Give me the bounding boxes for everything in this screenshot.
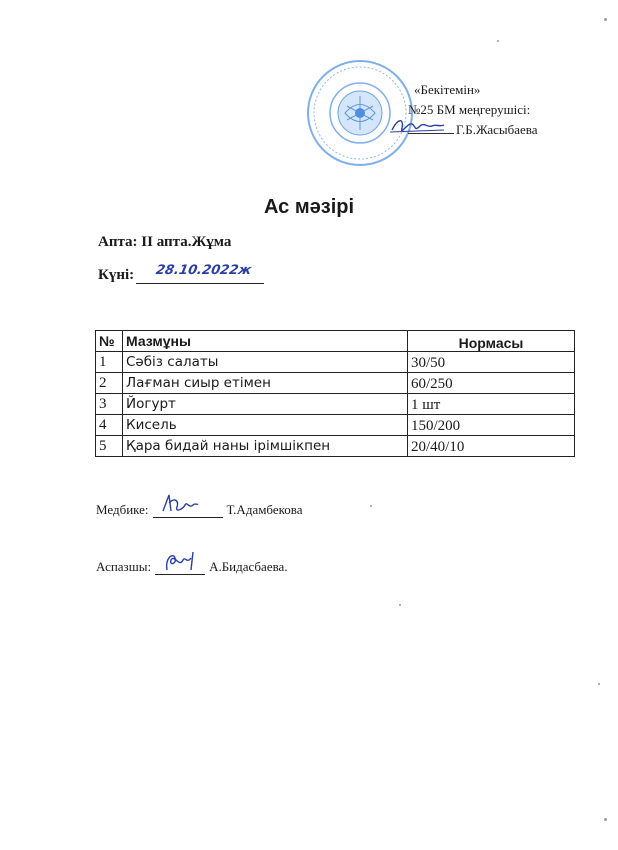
- nurse-signature: [159, 491, 199, 517]
- scan-speck: [399, 604, 401, 606]
- row-no: 1: [96, 352, 123, 373]
- table-row: [96, 373, 575, 394]
- approval-name: Г.Б.Жасыбаева: [456, 122, 538, 137]
- table-row: [96, 415, 575, 436]
- row-norm: 30/50: [408, 352, 575, 373]
- row-content: Йогурт: [123, 394, 408, 415]
- row-norm: 150/200: [408, 415, 575, 436]
- table-row: [96, 352, 575, 373]
- nurse-label: Медбике:: [96, 502, 149, 517]
- nurse-signature-row: [96, 497, 303, 518]
- nurse-sign-line: [153, 497, 223, 518]
- row-norm: 60/250: [408, 373, 575, 394]
- row-no: 3: [96, 394, 123, 415]
- row-content: Кисель: [123, 415, 408, 436]
- header-norm: Нормасы: [408, 331, 575, 352]
- scan-speck: [370, 505, 372, 507]
- row-norm: 20/40/10: [408, 436, 575, 457]
- approval-label: «Бекітемін»: [414, 82, 481, 97]
- approval-position: №25 БМ меңгерушісі:: [408, 102, 531, 117]
- seal-stamp: [305, 58, 415, 168]
- cook-name: А.Бидасбаева.: [209, 559, 288, 574]
- row-no: 2: [96, 373, 123, 394]
- page-title: Ас мәзірі: [263, 196, 355, 218]
- nurse-name: Т.Адамбекова: [226, 502, 303, 517]
- approval-sign-line: [408, 120, 454, 134]
- date-label: Күні:: [98, 267, 135, 283]
- table-header-row: [96, 331, 575, 352]
- cook-sign-line: [155, 554, 205, 575]
- row-content: Лағман сиыр етімен: [123, 373, 408, 394]
- cook-label: Аспазшы:: [96, 559, 152, 574]
- scan-speck: [598, 683, 600, 685]
- scan-speck: [604, 18, 607, 21]
- menu-table: [95, 330, 575, 457]
- date-value: 28.10.2022ж: [154, 263, 253, 278]
- row-no: 4: [96, 415, 123, 436]
- row-content: Сәбіз салаты: [123, 352, 408, 373]
- row-no: 5: [96, 436, 123, 457]
- header-no: №: [96, 331, 123, 352]
- header-content: Мазмұны: [123, 331, 408, 352]
- cook-signature: [161, 548, 201, 574]
- date-row: [98, 265, 264, 284]
- cook-signature-row: [96, 554, 288, 575]
- row-norm: 1 шт: [408, 394, 575, 415]
- approval-block: [408, 80, 538, 140]
- date-line: [136, 265, 264, 284]
- row-content: Қара бидай наны ірімшікпен: [123, 436, 408, 457]
- scan-speck: [604, 818, 607, 821]
- table-row: [96, 436, 575, 457]
- week-line: Апта: II апта.Жұма: [98, 234, 232, 250]
- scan-speck: [497, 40, 499, 42]
- table-row: [96, 394, 575, 415]
